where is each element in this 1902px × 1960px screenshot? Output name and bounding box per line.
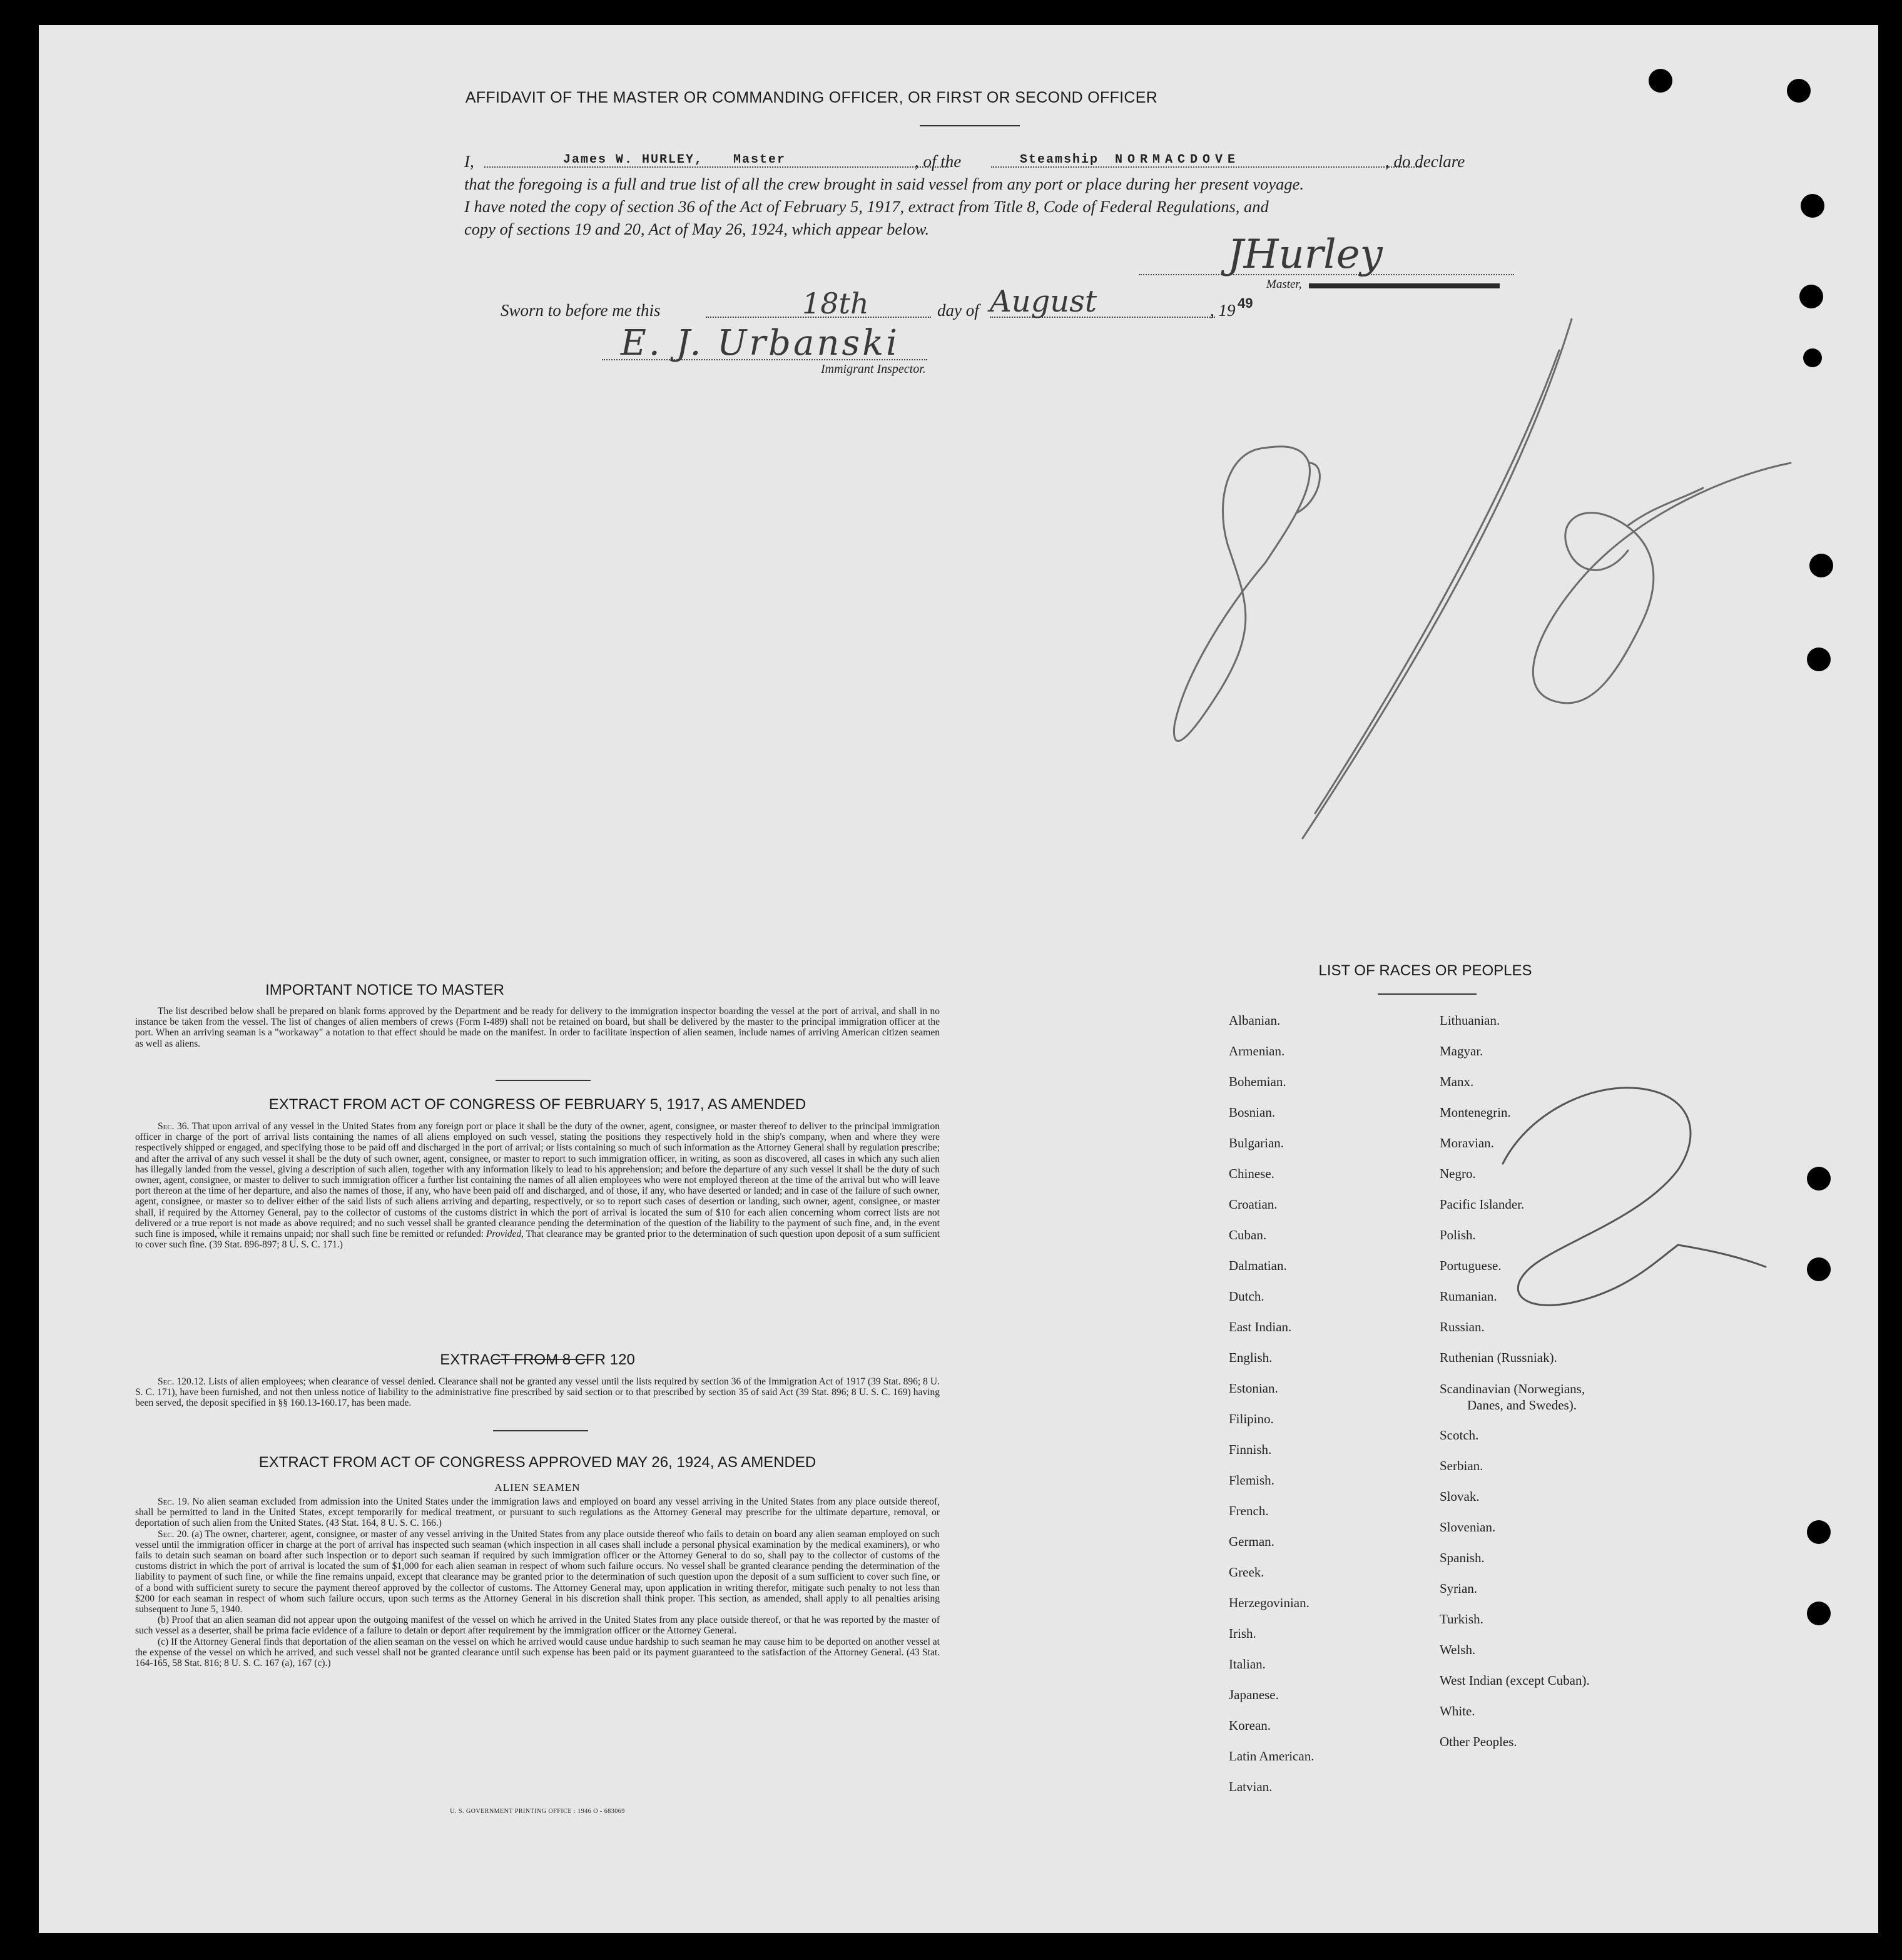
race-item: East Indian.: [1229, 1319, 1292, 1334]
inspector-label: Immigrant Inspector.: [821, 362, 926, 376]
alien-seamen-subtitle: ALIEN SEAMEN: [494, 1481, 581, 1493]
sec-19-label: Sec. 19.: [158, 1496, 190, 1507]
race-item: Korean.: [1229, 1718, 1271, 1733]
printer-imprint: U. S. GOVERNMENT PRINTING OFFICE : 1946 O - 683069: [450, 1808, 625, 1815]
extract-cfr-title: EXTRACT FROM 8 CFR 120: [440, 1351, 635, 1368]
race-item: Filipino.: [1229, 1411, 1274, 1426]
year-prefix: , 19: [1210, 301, 1236, 320]
vessel-name: NORMACDOVE: [1115, 153, 1241, 167]
race-item: Albanian.: [1229, 1013, 1281, 1028]
race-item: Lithuanian.: [1440, 1013, 1500, 1028]
races-column-1: [1229, 1005, 1314, 1802]
vessel-type: Steamship: [1020, 153, 1099, 167]
race-item: Japanese.: [1229, 1687, 1279, 1702]
race-item: Bohemian.: [1229, 1074, 1286, 1089]
race-item: English.: [1229, 1350, 1273, 1365]
race-item: Bosnian.: [1229, 1105, 1276, 1120]
race-item: French.: [1229, 1503, 1269, 1518]
document-page: [39, 25, 1878, 1933]
provided-word: Provided,: [486, 1229, 524, 1240]
sec-120-label: Sec. 120.12.: [158, 1376, 206, 1387]
master-label: Master,: [1266, 278, 1302, 291]
race-item: Armenian.: [1229, 1043, 1285, 1059]
extract-1924-title: EXTRACT FROM ACT OF CONGRESS APPROVED MAY 26, 1924, AS AMENDED: [258, 1454, 816, 1471]
inspector-signature: E. J. Urbanski: [621, 323, 900, 363]
race-item: Flemish.: [1229, 1473, 1274, 1488]
affidavit-title: AFFIDAVIT OF THE MASTER OR COMMANDING OFFICER, OR FIRST OR SECOND OFFICER: [465, 89, 1158, 106]
divider: [493, 1430, 588, 1431]
race-item: Magyar.: [1440, 1043, 1483, 1059]
sworn-month: August: [990, 284, 1097, 319]
notice-title: IMPORTANT NOTICE TO MASTER: [265, 982, 504, 998]
race-item: Latvian.: [1229, 1779, 1273, 1794]
sec-20a-text: (a) The owner, charterer, agent, consignee, or master of any vessel arriving in the United States from any place outside thereof who fails to detain on board any alien seaman employed on such vessel until the immigration officer in charge at the port of arrival has inspected such seaman (which inspection in all cases shall include a personal physical examination by the medical examiners), or who fails to detain such seaman on board after such inspection or to deport such seaman if required by such immigration officer or the Attorney General to do so, shall pay to the collector of customs of the customs district in which the port of arrival is located the sum of $1,000 for each alien seaman in respect of whom such failure occurs. No vessel shall be granted clearance pending the determination of the liability to payment of such fine, or while the fine remains unpaid, except that clearance may be granted prior to the determination of such question upon the deposit of a sum sufficient to cover such fine, or of a bond with sufficient surety to secure the payment thereof approved by the collector of customs. The Attorney General may, upon application in writing therefor, mitigate such penalty to not less than $200 for each seaman in respect of whom such failure occurs, upon such terms as the Attorney General in his discretion shall think proper. This section, as amended, shall apply to all penalties arising subsequent to June 5, 1940.: [135, 1528, 940, 1615]
extract-cfr-block: [135, 1376, 940, 1409]
affidavit-line-2: that the foregoing is a full and true list of all the crew brought in said vessel from any port or place during her present voyage.: [464, 175, 1304, 193]
race-item: Irish.: [1229, 1626, 1256, 1641]
master-rank: Master: [733, 153, 786, 167]
race-item: Polish.: [1440, 1227, 1476, 1242]
sec-20-label: Sec. 20.: [158, 1528, 190, 1540]
race-item: Moravian.: [1440, 1135, 1494, 1150]
sec-20c-text: (c) If the Attorney General finds that deportation of the alien seaman on the vessel on which he arrived would cause undue hardship to such seaman he may cause him to be deported on another vessel at the expense of the vessel on which he arrived, and such vessel shall not be granted clearance until such expense has been paid or its payment guaranteed to the satisfaction of the Attorney General. (43 Stat. 164-165, 58 Stat. 816; 8 U. S. C. 167 (a), 167 (c).): [135, 1636, 940, 1669]
large-pencil-mark: [1174, 319, 1791, 838]
race-item: Ruthenian (Russniak).: [1440, 1350, 1557, 1365]
extract-1917-block: [135, 1121, 940, 1250]
race-item: West Indian (except Cuban).: [1440, 1673, 1590, 1688]
sec-36-text: That upon arrival of any vessel in the United States from any foreign port or place it shall be the duty of the owner, agent, consignee, or master thereof to deliver to the principal immigration officer in charge of the port of arrival lists containing the names of all aliens employed on such vessel, stating the positions they respectively hold in the ship's company, when and where they were respectively shipped or engaged, and specifying those to be paid off and discharged in the port of arrival; or lists containing so much of such information as the Attorney General shall by regulation prescribe; and after the arrival of any such vessel it shall be the duty of such owner, agent, consignee, or master to report to such immigration officer, in writing, as soon as discovered, all cases in which any such alien has illegally landed from the vessel, giving a description of such alien, together with any information likely to lead to his apprehension; and before the departure of any such vessel it shall be the duty of such owner, agent, consignee, or master to deliver to such immigration officer a further list containing the names of all alien employees who were not employed thereon at the time of the arrival but who will leave port thereon at the time of her departure, and also the names of those, if any, who have been paid off and discharged, and of those, if any, who have deserted or landed; and in case of the failure of such owner, agent, consignee, or master so to deliver either of the said lists of such aliens arriving and departing, respectively, or so to report such cases of desertion or landing, such owner, agent, consignee, or master shall, if required by the Attorney General, pay to the collector of customs of the customs district in which the port of arrival is located the sum of $10 for each alien concerning whom correct lists are not delivered or a true report is not made as above required; and no such vessel shall be granted clearance pending the determination of the question of the liability to the payment of such fine, and, in the event such fine is imposed, while it remains unpaid; nor shall such fine be remitted or refunded:: [135, 1121, 940, 1240]
race-item: Dalmatian.: [1229, 1258, 1287, 1273]
race-item: Spanish.: [1440, 1550, 1485, 1565]
race-item: Chinese.: [1229, 1166, 1274, 1181]
sec-20b-text: (b) Proof that an alien seaman did not appear upon the outgoing manifest of the vessel on which he arrived in the United States from any place outside thereof, or that he was reported by the master of such vessel as a deserter, shall be prima facie evidence of a failure to detain or deport after requirement by the immigration officer or the Attorney General.: [135, 1615, 940, 1637]
sec-36-text-end: That clearance may be granted prior to the determination of such question upon deposit of a sum sufficient to cover such fine. (39 Stat. 896-897; 8 U. S. C. 171.): [135, 1229, 940, 1251]
master-name: James W. HURLEY,: [563, 153, 704, 167]
race-item: Serbian.: [1440, 1458, 1483, 1473]
race-item: Scandinavian (Norwegians,: [1440, 1381, 1585, 1396]
race-item: Finnish.: [1229, 1442, 1272, 1457]
sec-19-text: No alien seaman excluded from admission into the United States under the immigration laws and employed on board any vessel arriving in the United States from any place outside thereof, shall be permitted to land in the United States, except temporarily for medical treatment, or pursuant to such regulations as the Attorney General may prescribe for the ultimate departure, removal, or deportation of such alien from the United States. (43 Stat. 164, 8 U. S. C. 166.): [135, 1496, 940, 1529]
race-item: Herzegovinian.: [1229, 1595, 1310, 1610]
race-item: Russian.: [1440, 1319, 1485, 1334]
race-item: Slovak.: [1440, 1489, 1480, 1504]
race-item: Turkish.: [1440, 1612, 1483, 1627]
sec-120-text: Lists of alien employees; when clearance of vessel denied. Clearance shall not be granted any vessel until the lists required by section 36 of the Immigration Act of 1917 (39 Stat. 896; 8 U. S. C. 171), have been furnished, and not then unless notice of liability to the administrative fine prescribed by said section or to that prescribed by section 35 of said Act (39 Stat. 896; 8 U. S. C. 169) having been served, the deposit specified in §§ 160.13-160.17, has been made.: [135, 1376, 940, 1409]
sec-36-label: Sec. 36.: [158, 1121, 190, 1132]
race-item: Bulgarian.: [1229, 1135, 1284, 1150]
race-item: Croatian.: [1229, 1197, 1278, 1212]
race-item: Portuguese.: [1440, 1258, 1502, 1273]
races-column-2: [1440, 1005, 1590, 1757]
race-item: Scotch.: [1440, 1428, 1479, 1443]
master-signature: JHurley: [1228, 231, 1383, 278]
race-item: Other Peoples.: [1440, 1734, 1517, 1749]
year-suffix: 49: [1238, 295, 1253, 311]
divider: [1378, 993, 1477, 995]
divider: [496, 1080, 591, 1081]
race-item: Greek.: [1229, 1565, 1264, 1580]
notice-text: The list described below shall be prepared on blank forms approved by the Department and be ready for delivery to the immigration inspector boarding the vessel at the port of arrival, and shall in no instance be taken from the vessel. The list of changes of alien members of crews (Form I-489) shall not be retained on board, but shall be delivered by the master to the principal immigration officer at the port. When an arriving seaman is a "workaway" a notation to that effect should be made on the manifest. In order to facilitate inspection of alien seamen, include names of arriving American citizen seamen as well as aliens.: [135, 1006, 940, 1049]
extract-1924-block: [135, 1496, 940, 1668]
race-item: Danes, and Swedes).: [1467, 1398, 1577, 1413]
notice-text-block: [135, 1006, 940, 1049]
affidavit-line-4: copy of sections 19 and 20, Act of May 26, 1924, which appear below.: [464, 220, 930, 238]
race-item: German.: [1229, 1534, 1274, 1549]
race-item: Cuban.: [1229, 1227, 1267, 1242]
race-item: Italian.: [1229, 1657, 1266, 1672]
extract-1917-title: EXTRACT FROM ACT OF CONGRESS OF FEBRUARY 5, 1917, AS AMENDED: [268, 1096, 806, 1113]
race-item: Latin American.: [1229, 1749, 1315, 1764]
of-the-text: , of the: [915, 152, 962, 171]
race-item: Syrian.: [1440, 1581, 1478, 1596]
race-item: Welsh.: [1440, 1642, 1476, 1657]
affidavit-i: I,: [464, 152, 474, 171]
race-item: Manx.: [1440, 1074, 1474, 1089]
race-item: Pacific Islander.: [1440, 1197, 1525, 1212]
sworn-day: 18th: [802, 287, 869, 320]
do-declare-text: , do declare: [1385, 152, 1465, 171]
affidavit-line-3: I have noted the copy of section 36 of the Act of February 5, 1917, extract from Title 8, Code of Federal Regulations, and: [464, 197, 1269, 216]
race-item: Negro.: [1440, 1166, 1476, 1181]
race-item: Dutch.: [1229, 1289, 1264, 1304]
race-item: Slovenian.: [1440, 1520, 1496, 1535]
race-item: Montenegrin.: [1440, 1105, 1511, 1120]
race-item: White.: [1440, 1704, 1475, 1719]
race-item: Rumanian.: [1440, 1289, 1497, 1304]
sworn-text: Sworn to before me this: [501, 301, 661, 320]
race-item: Estonian.: [1229, 1381, 1278, 1396]
day-of-text: day of: [937, 301, 979, 320]
races-title: LIST OF RACES OR PEOPLES: [1318, 962, 1532, 979]
